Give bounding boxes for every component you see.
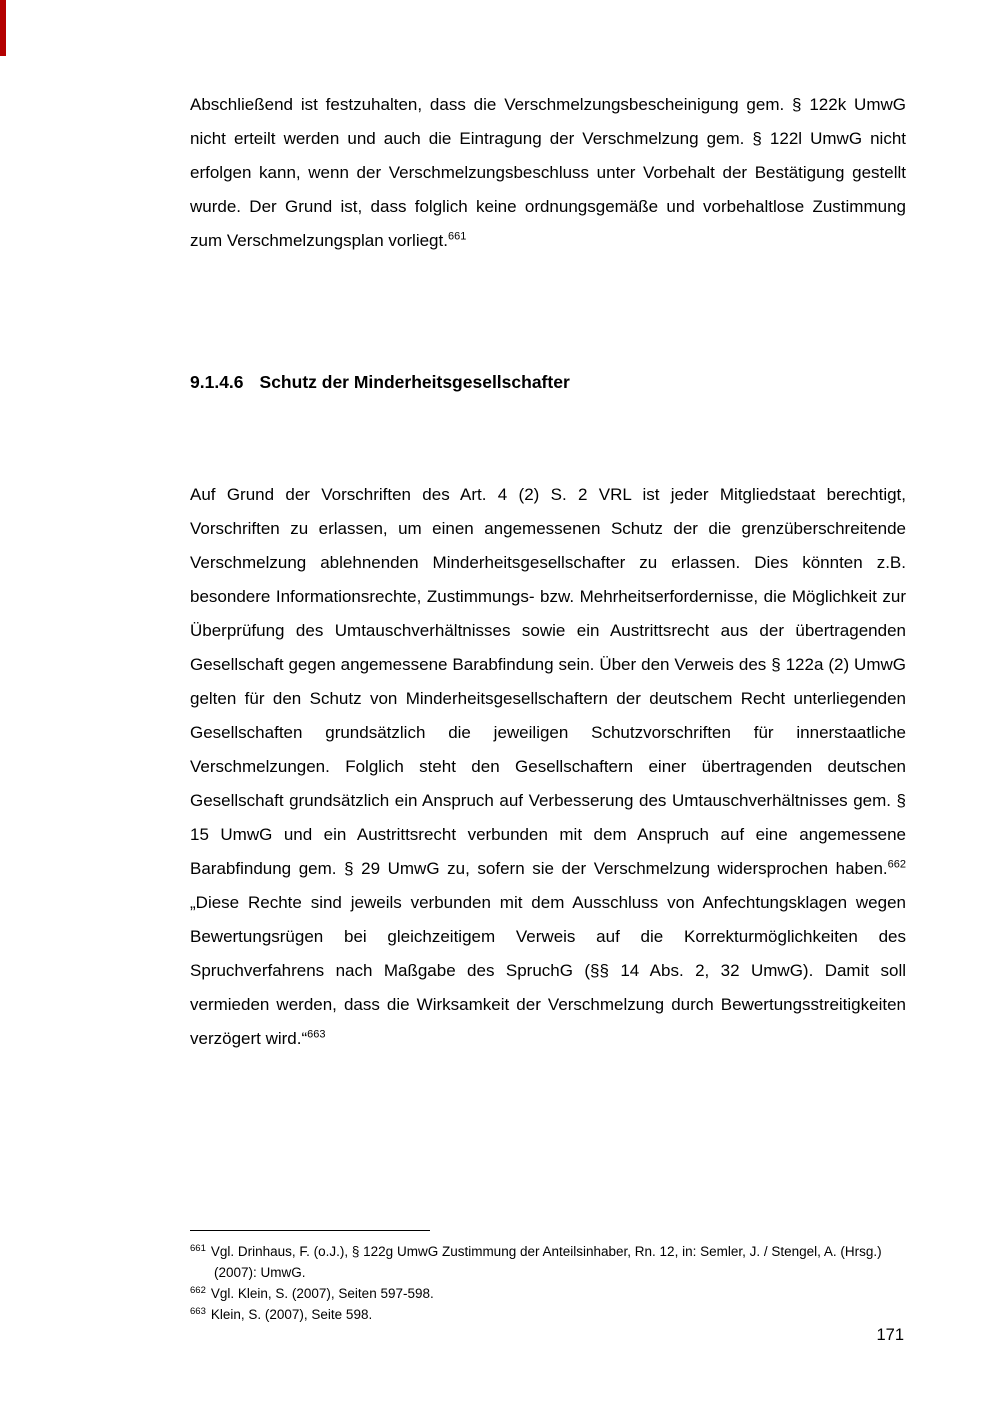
footnote-661 [190,1241,906,1283]
footnote-text-662: Vgl. Klein, S. (2007), Seiten 597-598. [210,1286,434,1301]
footnote-text-661: Vgl. Drinhaus, F. (o.J.), § 122g UmwG Zustimmung der Anteilsinhaber, Rn. 12, in: Semler, J. / Stengel, A. (Hrsg.) (2007): UmwG. [210,1244,882,1280]
footnote-663 [190,1304,906,1325]
text-block [190,88,906,1056]
section-heading [190,370,906,394]
page-number: 171 [876,1326,904,1344]
footnote-number-662: 662 [190,1284,206,1296]
section-number: 9.1.4.6 [190,372,244,392]
footnote-number-661: 661 [190,1242,206,1254]
footnote-marker-661: 661 [447,230,467,243]
paragraph-minority-shareholders: Auf Grund der Vorschriften des Art. 4 (2) S. 2 VRL ist jeder Mitgliedstaat berechtigt, Vorschriften zu erlassen, um einen angemessenen Schutz der die grenzüberschreitende Verschmelzung ablehnenden Minderheitsgesellschafter zu erlassen. Dies könnten z.B. besondere Informationsrechte, Zustimmungs- bzw. Mehrheitserfordernisse, die Möglichkeit zur Überprüfung des Umtauschverhältnisses sowie ein Austrittsrecht aus der übertragenden Gesellschaft gegen angemessene Barabfindung sein. Über den Verweis des § 122a (2) UmwG gelten für den Schutz von Minderheitsgesellschaftern der deutschem Recht unterliegenden Gesellschaften grundsätzlich die jeweiligen Schutzvorschriften für innerstaatliche Verschmelzungen. Folglich steht den Gesellschaftern einer übertragenden deutschen Gesellschaft grundsätzlich ein Anspruch auf Verbesserung des Umtauschverhältnisses gem. § 15 UmwG und ein Austrittsrecht verbunden mit dem Anspruch auf eine angemessene Barabfindung gem. § 29 UmwG zu, sofern sie der Verschmelzung widersprochen haben.$^{662}$ „Diese Rechte sind jeweils verbunden mit dem Ausschluss von Anfechtungsklagen wegen Bewertungsrügen bei gleichzeitigem Verweis auf die Korrekturmöglichkeiten des Spruchverfahrens nach Maßgabe des SpruchG (§§ 14 Abs. 2, 32 UmwG). Damit soll vermieden werden, dass die Wirksamkeit der Verschmelzung durch Bewertungsstreitigkeiten verzögert wird.“$^{663}$ [190,485,906,1048]
footnote-marker-662: 662 [887,858,906,871]
section-title: Schutz der Minderheitsgesellschafter [259,372,570,392]
footnote-text-663: Klein, S. (2007), Seite 598. [210,1307,373,1322]
footnotes-section [190,1230,906,1325]
footnote-662 [190,1283,906,1304]
footnote-separator-line [190,1230,430,1231]
paragraph-conclusion: Abschließend ist festzuhalten, dass die Verschmelzungsbescheinigung gem. § 122k UmwG nicht erteilt werden und auch die Eintragung der Verschmelzung gem. § 122l UmwG nicht erfolgen kann, wenn der Verschmelzungsbeschluss unter Vorbehalt der Bestätigung gestellt wurde. Der Grund ist, dass folglich keine ordnungsgemäße und vorbehaltlose Zustimmung zum Verschmelzungsplan vorliegt.$^{661}$ [190,95,906,250]
scan-artifact-mark [0,0,6,56]
footnote-number-663: 663 [190,1305,206,1317]
footnote-marker-663: 663 [307,1028,326,1041]
